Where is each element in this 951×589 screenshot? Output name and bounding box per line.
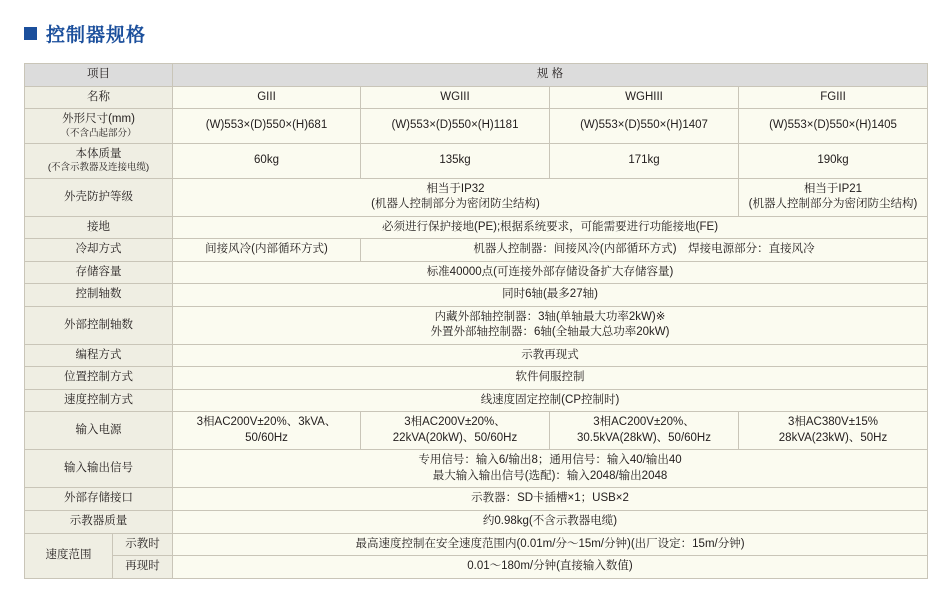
row-label xyxy=(25,109,173,144)
page-title xyxy=(24,20,951,47)
row-label-main: 本体质量 xyxy=(75,147,122,160)
row-value: 3相AC380V±15% 28kVA(23kW)、50Hz xyxy=(739,412,928,450)
row-value: 190kg xyxy=(739,143,928,178)
row-label: 外部控制轴数 xyxy=(25,306,173,344)
row-value: 相当于IP32 (机器人控制部分为密闭防尘结构) xyxy=(173,178,739,216)
page-root xyxy=(0,20,951,589)
row-value: 171kg xyxy=(550,143,739,178)
row-sub-label: 再现时 xyxy=(113,556,173,579)
controller-spec-table xyxy=(24,63,928,579)
row-value: 3相AC200V±20%、3kVA、 50/60Hz xyxy=(173,412,361,450)
row-value: GIII xyxy=(173,86,361,109)
row-value: 60kg xyxy=(173,143,361,178)
row-value: 3相AC200V±20%、 22kVA(20kW)、50/60Hz xyxy=(361,412,550,450)
row-label: 输入电源 xyxy=(25,412,173,450)
table-row xyxy=(25,511,928,534)
row-label: 控制轴数 xyxy=(25,284,173,307)
row-value: (W)553×(D)550×(H)1405 xyxy=(739,109,928,144)
row-value: 约0.98kg(不含示教器电缆) xyxy=(173,511,928,534)
row-value: 0.01～180m/分钟(直接输入数值) xyxy=(173,556,928,579)
table-row xyxy=(25,216,928,239)
row-value: 软件伺服控制 xyxy=(173,367,928,390)
row-value: 示教再现式 xyxy=(173,344,928,367)
row-value: (W)553×(D)550×(H)1181 xyxy=(361,109,550,144)
row-sub-label: 示教时 xyxy=(113,533,173,556)
row-value: 间接风冷(内部循环方式) xyxy=(173,239,361,262)
table-row xyxy=(25,344,928,367)
header-spec: 规 格 xyxy=(173,64,928,87)
row-label: 编程方式 xyxy=(25,344,173,367)
row-value: 同时6轴(最多27轴) xyxy=(173,284,928,307)
row-label: 冷却方式 xyxy=(25,239,173,262)
row-label: 存储容量 xyxy=(25,261,173,284)
table-body xyxy=(25,64,928,579)
row-value: WGHIII xyxy=(550,86,739,109)
row-value: 内藏外部轴控制器：3轴(单轴最大功率2kW)※ 外置外部轴控制器：6轴(全轴最大总功率20kW) xyxy=(173,306,928,344)
row-label: 名称 xyxy=(25,86,173,109)
row-label: 速度控制方式 xyxy=(25,389,173,412)
table-row xyxy=(25,556,928,579)
row-value: 相当于IP21 (机器人控制部分为密闭防尘结构) xyxy=(739,178,928,216)
table-row xyxy=(25,86,928,109)
row-value: 标准40000点(可连接外部存储设备扩大存储容量) xyxy=(173,261,928,284)
header-item: 项目 xyxy=(25,64,173,87)
row-label: 示教器质量 xyxy=(25,511,173,534)
title-square-icon xyxy=(24,27,37,40)
row-value: 135kg xyxy=(361,143,550,178)
row-value: WGIII xyxy=(361,86,550,109)
row-value: 必须进行保护接地(PE);根据系统要求，可能需要进行功能接地(FE) xyxy=(173,216,928,239)
row-label-main: 外形尺寸(mm) xyxy=(62,113,135,126)
row-label: 外壳防护等级 xyxy=(25,178,173,216)
row-label: 接地 xyxy=(25,216,173,239)
table-row xyxy=(25,533,928,556)
row-label: 外部存储接口 xyxy=(25,488,173,511)
table-row xyxy=(25,488,928,511)
table-row xyxy=(25,143,928,178)
row-value: 3相AC200V±20%、 30.5kVA(28kW)、50/60Hz xyxy=(550,412,739,450)
row-label: 位置控制方式 xyxy=(25,367,173,390)
table-row xyxy=(25,367,928,390)
table-row xyxy=(25,412,928,450)
row-value: 最高速度控制在安全速度范围内(0.01m/分～15m/分钟)(出厂设定：15m/分钟) xyxy=(173,533,928,556)
row-value: 示教器：SD卡插槽×1；USB×2 xyxy=(173,488,928,511)
table-row xyxy=(25,109,928,144)
table-row xyxy=(25,306,928,344)
row-label-sub: （不含凸起部分） xyxy=(60,127,137,139)
row-label-sub: (不含示教器及连接电缆) xyxy=(47,162,150,174)
row-value: FGIII xyxy=(739,86,928,109)
table-row xyxy=(25,239,928,262)
row-value: 机器人控制器：间接风冷(内部循环方式) 焊接电源部分：直接风冷 xyxy=(361,239,928,262)
table-row xyxy=(25,450,928,488)
row-label: 输入输出信号 xyxy=(25,450,173,488)
page-title-text: 控制器规格 xyxy=(46,25,147,46)
table-row xyxy=(25,178,928,216)
row-value: (W)553×(D)550×(H)1407 xyxy=(550,109,739,144)
table-row xyxy=(25,389,928,412)
row-label xyxy=(25,143,173,178)
row-value: 线速度固定控制(CP控制时) xyxy=(173,389,928,412)
table-header-row xyxy=(25,64,928,87)
row-value: (W)553×(D)550×(H)681 xyxy=(173,109,361,144)
row-label: 速度范围 xyxy=(25,533,113,578)
table-row xyxy=(25,261,928,284)
table-row xyxy=(25,284,928,307)
row-value: 专用信号：输入6/输出8；通用信号：输入40/输出40 最大输入输出信号(选配)：输入2048/输出2048 xyxy=(173,450,928,488)
